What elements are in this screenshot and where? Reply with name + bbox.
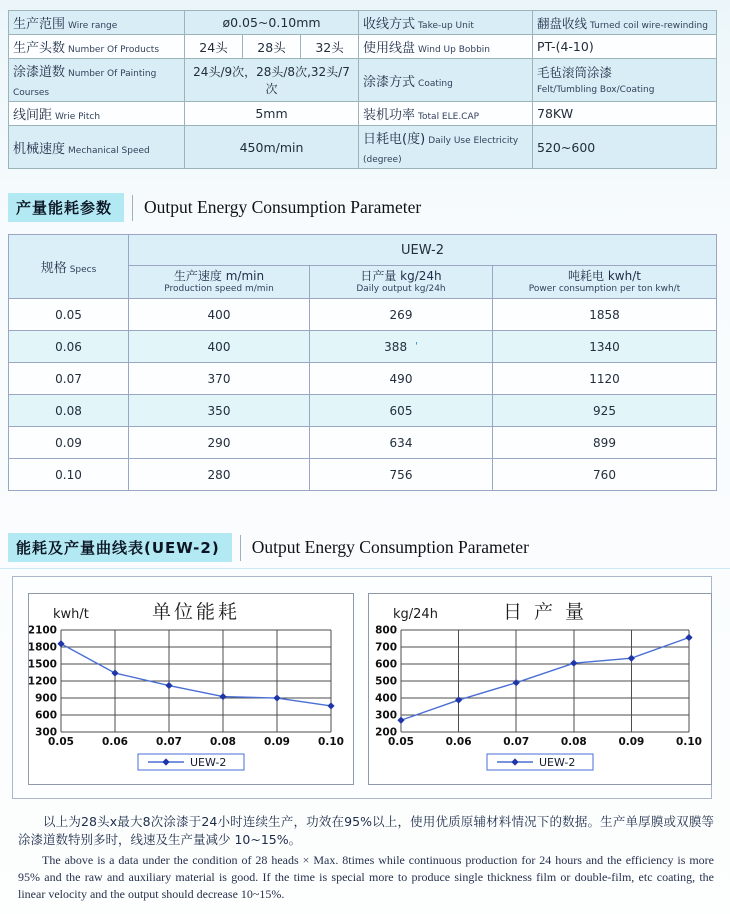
cell-label xyxy=(9,59,185,102)
cell-label xyxy=(359,59,533,102)
label-en: Daily output kg/24h xyxy=(356,283,446,294)
svg-text:0.07: 0.07 xyxy=(156,736,182,748)
label-en: Number Of Products xyxy=(68,45,160,55)
svg-text:0.08: 0.08 xyxy=(210,736,236,748)
label-en: Mechanical Speed xyxy=(68,145,150,156)
cell-output: 756 xyxy=(310,459,493,491)
table-row xyxy=(9,299,717,331)
cell-power: 760 xyxy=(493,459,717,491)
label-cn: 日产量 kg/24h xyxy=(360,268,442,283)
cell-label xyxy=(9,102,185,126)
cell-output xyxy=(310,331,493,363)
unit-energy-line-chart xyxy=(29,594,353,780)
cell-value: 32头 xyxy=(301,35,359,59)
svg-text:0.06: 0.06 xyxy=(102,736,128,748)
label-en: Wire range xyxy=(68,21,118,31)
cell-label xyxy=(359,126,533,169)
cell-spec: 0.08 xyxy=(9,395,129,427)
svg-text:300: 300 xyxy=(375,709,397,722)
cell-speed: 400 xyxy=(129,299,310,331)
svg-text:900: 900 xyxy=(35,692,57,705)
label-cn: 生产速度 m/min xyxy=(173,268,265,283)
cell-spec: 0.07 xyxy=(9,363,129,395)
svg-text:600: 600 xyxy=(35,709,57,722)
label-en: Total ELE.CAP xyxy=(418,112,480,122)
svg-text:0.09: 0.09 xyxy=(618,736,645,748)
section-header-output-params xyxy=(8,193,730,222)
group-header-cell: UEW-2 xyxy=(129,235,717,266)
svg-text:400: 400 xyxy=(375,692,397,705)
chart-unit-energy xyxy=(28,593,354,785)
svg-text:0.06: 0.06 xyxy=(445,736,472,748)
cell-power: 899 xyxy=(493,427,717,459)
label-cn: 生产头数 xyxy=(13,41,66,56)
cell-speed: 400 xyxy=(129,331,310,363)
label-cn: 使用线盘 xyxy=(363,41,416,56)
ink-mark: ' xyxy=(415,340,418,352)
svg-text:2100: 2100 xyxy=(29,624,57,637)
cell-value: 24头/9次，28头/8次,32头/7次 xyxy=(185,59,359,102)
cell-power: 925 xyxy=(493,395,717,427)
column-header xyxy=(493,266,717,299)
cell-spec: 0.10 xyxy=(9,459,129,491)
cell-label xyxy=(359,35,533,59)
svg-text:600: 600 xyxy=(375,658,397,671)
output-energy-table xyxy=(8,234,717,491)
table-row xyxy=(9,126,717,169)
cell-value: 520~600 xyxy=(533,126,717,169)
cell-speed: 280 xyxy=(129,459,310,491)
cell-label xyxy=(359,11,533,35)
svg-text:500: 500 xyxy=(375,675,397,688)
cell-value: 78KW xyxy=(533,102,717,126)
label-cn: 线间距 xyxy=(13,108,53,123)
section-title-en: Output Energy Consumption Parameter xyxy=(251,537,529,557)
cell-value: 450m/min xyxy=(185,126,359,169)
table-header-row xyxy=(9,235,717,266)
svg-text:0.10: 0.10 xyxy=(318,736,344,748)
cell-power: 1120 xyxy=(493,363,717,395)
cell-label xyxy=(359,102,533,126)
cell-label xyxy=(9,126,185,169)
svg-text:0.08: 0.08 xyxy=(560,736,587,748)
section-title-en: Output Energy Consumption Parameter xyxy=(144,197,422,217)
cell-output: 605 xyxy=(310,395,493,427)
svg-text:UEW-2: UEW-2 xyxy=(190,756,227,769)
daily-output-line-chart xyxy=(369,594,711,780)
table-row xyxy=(9,363,717,395)
label-en: Production speed m/min xyxy=(164,283,274,294)
horizontal-rule xyxy=(0,568,730,569)
label-en: Wrie Pitch xyxy=(55,112,101,122)
divider xyxy=(240,535,241,561)
cell-speed: 290 xyxy=(129,427,310,459)
label-cn: 吨耗电 kwh/t xyxy=(568,268,641,283)
catalog-page xyxy=(0,10,730,914)
divider xyxy=(132,195,133,221)
svg-text:0.09: 0.09 xyxy=(264,736,290,748)
value-cn: 毛毡滚筒涂漆 xyxy=(537,64,613,80)
svg-text:1200: 1200 xyxy=(29,675,57,688)
cell-speed: 350 xyxy=(129,395,310,427)
value-en: Felt/Tumbling Box/Coating xyxy=(537,84,655,95)
value-en: Turned coil wire-rewinding xyxy=(590,20,708,31)
section-title-cn: 产量能耗参数 xyxy=(8,193,124,222)
label-en: Take-up Unit xyxy=(418,21,474,31)
cell-value xyxy=(533,11,717,35)
label-cn: 涂漆道数 xyxy=(13,65,66,80)
svg-text:0.07: 0.07 xyxy=(503,736,530,748)
svg-text:0.05: 0.05 xyxy=(48,736,74,748)
table-row xyxy=(9,427,717,459)
cell-value: PT-(4-10) xyxy=(533,35,717,59)
label-en: Power consumption per ton kwh/t xyxy=(528,283,681,294)
table-row xyxy=(9,59,717,102)
svg-text:1500: 1500 xyxy=(29,658,57,671)
cell-speed: 370 xyxy=(129,363,310,395)
cell-spec: 0.06 xyxy=(9,331,129,363)
value-cn: 翻盘收线 xyxy=(537,15,588,31)
svg-text:700: 700 xyxy=(375,641,397,654)
svg-text:日 产 量: 日 产 量 xyxy=(502,601,588,623)
label-cn: 生产范围 xyxy=(13,17,66,32)
label-cn: 规格 xyxy=(40,261,67,276)
svg-text:200: 200 xyxy=(375,726,397,739)
label-en: Wind Up Bobbin xyxy=(418,45,490,55)
svg-text:0.05: 0.05 xyxy=(388,736,414,748)
cell-value: 28头 xyxy=(243,35,301,59)
cell-label xyxy=(9,35,185,59)
column-header xyxy=(129,266,310,299)
column-header xyxy=(310,266,493,299)
svg-text:UEW-2: UEW-2 xyxy=(539,756,576,769)
cell-output: 490 xyxy=(310,363,493,395)
label-en: Number Of Painting Courses xyxy=(13,69,157,98)
table-row xyxy=(9,331,717,363)
top-spec-table xyxy=(8,10,717,169)
value: 388 xyxy=(384,339,408,354)
svg-text:kg/24h: kg/24h xyxy=(393,607,438,622)
table-row xyxy=(9,35,717,59)
label-cn: 装机功率 xyxy=(363,108,416,123)
label-cn: 机械速度 xyxy=(13,141,66,157)
cell-value xyxy=(533,59,717,102)
svg-text:800: 800 xyxy=(375,624,397,637)
label-en: Coating xyxy=(418,78,453,89)
spec-header-cell xyxy=(9,235,129,299)
cell-value: 5mm xyxy=(185,102,359,126)
label-en: Daily Use Electricity (degree) xyxy=(363,136,519,165)
cell-value: ø0.05~0.10mm xyxy=(185,11,359,35)
cell-output: 269 xyxy=(310,299,493,331)
cell-label xyxy=(9,11,185,35)
label-cn: 收线方式 xyxy=(363,17,416,32)
svg-text:单位能耗: 单位能耗 xyxy=(151,601,241,623)
svg-text:kwh/t: kwh/t xyxy=(53,607,89,622)
table-row xyxy=(9,395,717,427)
cell-power: 1340 xyxy=(493,331,717,363)
label-en: Specs xyxy=(69,265,97,275)
section-header-curves xyxy=(8,533,730,562)
cell-spec: 0.09 xyxy=(9,427,129,459)
footnote-cn: 以上为28头x最大8次涂漆于24小时连续生产，功效在95%以上，使用优质原辅材料情况下的数据。生产单厚膜或双膜等涂漆道数特别多时，线速及生产量减少 10~15%。 xyxy=(18,814,714,848)
label-cn: 涂漆方式 xyxy=(363,74,416,90)
svg-text:1800: 1800 xyxy=(29,641,57,654)
label-cn: 日耗电(度) xyxy=(363,132,426,147)
section-title-cn: 能耗及产量曲线表(UEW-2) xyxy=(8,533,232,562)
cell-power: 1858 xyxy=(493,299,717,331)
charts-panel xyxy=(12,576,712,799)
table-row xyxy=(9,11,717,35)
chart-daily-output xyxy=(368,593,712,785)
cell-output: 634 xyxy=(310,427,493,459)
footnote-en: The above is a data under the condition of 28 heads × Max. 8times while continuous production for 24 hours and the efficiency is more 95% and the raw and auxiliary material is good. If the time is special more to produce single thickness film or double-film, etc coating, the linear velocity and the output should decrease 10~15%. xyxy=(18,853,714,902)
table-row xyxy=(9,459,717,491)
cell-spec: 0.05 xyxy=(9,299,129,331)
table-row xyxy=(9,102,717,126)
svg-text:0.10: 0.10 xyxy=(676,736,702,748)
svg-text:300: 300 xyxy=(35,726,57,739)
cell-value: 24头 xyxy=(185,35,243,59)
